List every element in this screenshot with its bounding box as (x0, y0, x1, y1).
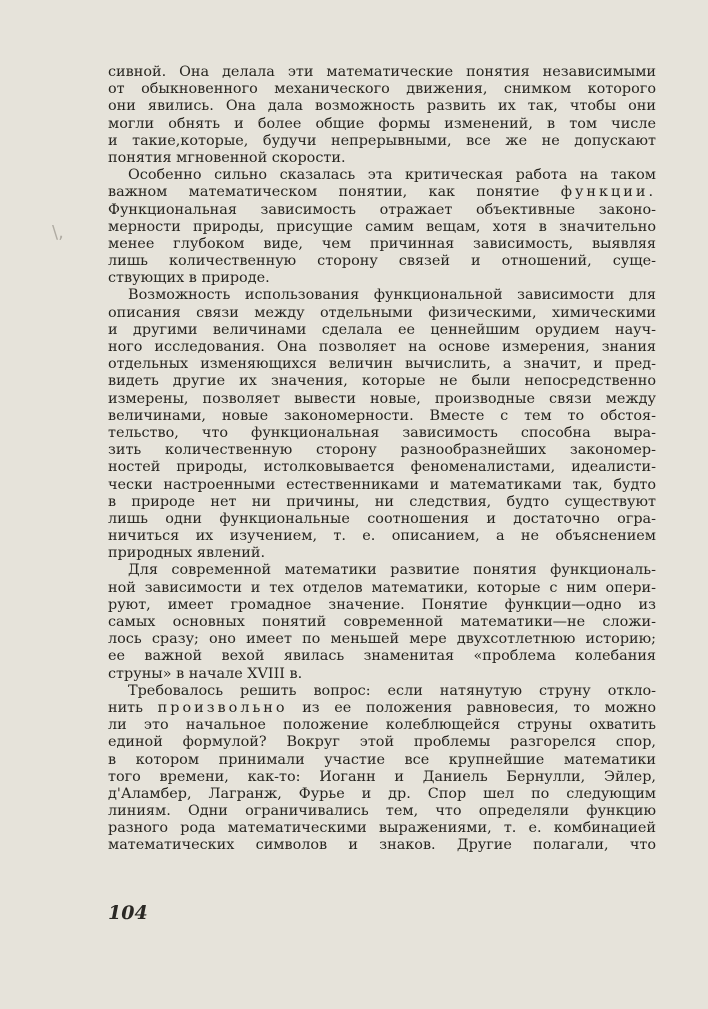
paragraph-4 (108, 562, 656, 682)
text-segment: из ее положения равновесия, то можно (302, 699, 656, 716)
paragraph-2 (108, 167, 656, 287)
text-line: природных явлений. (108, 545, 266, 562)
text-line: линиям. Одни ограничивались тем, что определяли функцию (108, 803, 656, 820)
spaced-emphasis-word: функции. (560, 184, 656, 201)
text-line: от обыкновенного механического движения, снимком которого (108, 81, 656, 98)
text-line: зить количественную сторону разнообразнейших закономер- (108, 442, 656, 459)
text-line: лишь одни функциональные соотношения и достаточно огра- (108, 510, 656, 527)
spaced-emphasis-word: произвольно (157, 699, 288, 716)
text-line: сивной. Она делала эти математические понятия независимыми (108, 64, 656, 80)
text-line: могли обнять и более общие формы изменений, в том числе (108, 115, 656, 132)
text-line: единой формулой? Вокруг этой проблемы разгорелся спор, (108, 734, 656, 751)
text-line: в котором принимали участие все крупнейшие математики (108, 751, 656, 768)
text-line: отдельных изменяющихся величин вычислить, а значит, и пред- (108, 356, 656, 373)
paragraph-1 (108, 64, 656, 167)
text-segment: нить (108, 699, 143, 716)
text-line: руют, имеет громадное значение. Понятие функции—одно из (108, 596, 656, 613)
paragraph-5 (108, 683, 656, 855)
text-line: описания связи между отдельными физическими, химическими (108, 304, 656, 321)
text-line: менее глубоком виде, чем причинная зависимость, выявляя (108, 235, 656, 252)
text-line: ли это начальное положение колеблющейся струны охватить (108, 717, 656, 734)
text-line: они явились. Она дала возможность развить их так, чтобы они (108, 98, 656, 115)
text-line: ной зависимости и тех отделов математики, которые с ним опери- (108, 579, 656, 596)
body-text (108, 64, 656, 855)
text-line: ствующих в природе. (108, 270, 270, 287)
text-line: Требовалось решить вопрос: если натянутую струну откло- (128, 682, 656, 699)
text-line: величинами, новые закономерности. Вместе с тем то обстоя- (108, 407, 656, 424)
text-line: ее важной вехой явилась знаменитая «проблема колебания (108, 648, 656, 665)
text-line: математических символов и знаков. Другие полагали, что (108, 837, 656, 854)
text-line: и такие,которые, будучи непрерывными, все же не допускают (108, 132, 656, 149)
text-line: мерности природы, присущие самим вещам, хотя в значительно (108, 218, 656, 235)
text-line-with-emphasis (108, 700, 656, 717)
text-line: Особенно сильно сказалась эта критическая работа на таком (128, 167, 656, 184)
text-line: ностей природы, истолковывается феноменалистами, идеалисти- (108, 459, 656, 476)
text-segment: важном математическом понятии, как понятие (108, 184, 540, 201)
text-line: самых основных понятий современной математики—не сложи- (108, 614, 656, 630)
text-line: струны» в начале XVIII в. (108, 665, 303, 682)
text-line: лось сразу; оно имеет по меньшей мере двухсотлетнюю историю; (108, 631, 656, 648)
text-line: того времени, как-то: Иоганн и Даниель Бернулли, Эйлер, (108, 768, 656, 785)
text-line: лишь количественную сторону связей и отношений, суще- (108, 253, 656, 270)
text-line: понятия мгновенной скорости. (108, 149, 346, 166)
paragraph-3 (108, 287, 656, 562)
text-line: тельство, что функциональная зависимость способна выра- (108, 424, 656, 441)
text-line: Функциональная зависимость отражает объективные законо- (108, 201, 656, 218)
text-line: и другими величинами сделала ее ценнейшим орудием науч- (108, 321, 656, 338)
text-line: видеть другие их значения, которые не были непосредственно (108, 373, 656, 390)
text-line: чески настроенными естественниками и математиками так, будто (108, 476, 656, 493)
text-line: ничиться их изучением, т. е. описанием, а не объяснением (108, 528, 656, 545)
text-line: измерены, позволяет вывести новые, производные связи между (108, 390, 656, 407)
text-line: Возможность использования функциональной зависимости для (128, 287, 656, 304)
page-number: 104 (108, 902, 148, 924)
text-line: ного исследования. Она позволяет на основе измерения, знания (108, 339, 656, 355)
text-line-with-emphasis (108, 184, 656, 201)
text-line: в природе нет ни причины, ни следствия, будто существуют (108, 493, 656, 510)
text-line: д'Аламбер, Лагранж, Фурье и др. Спор шел по следующим (108, 785, 656, 802)
margin-pencil-mark: \, (52, 222, 64, 243)
text-line: разного рода математическими выражениями, т. е. комбинацией (108, 820, 656, 837)
text-line: Для современной математики развитие понятия функциональ- (128, 562, 656, 579)
